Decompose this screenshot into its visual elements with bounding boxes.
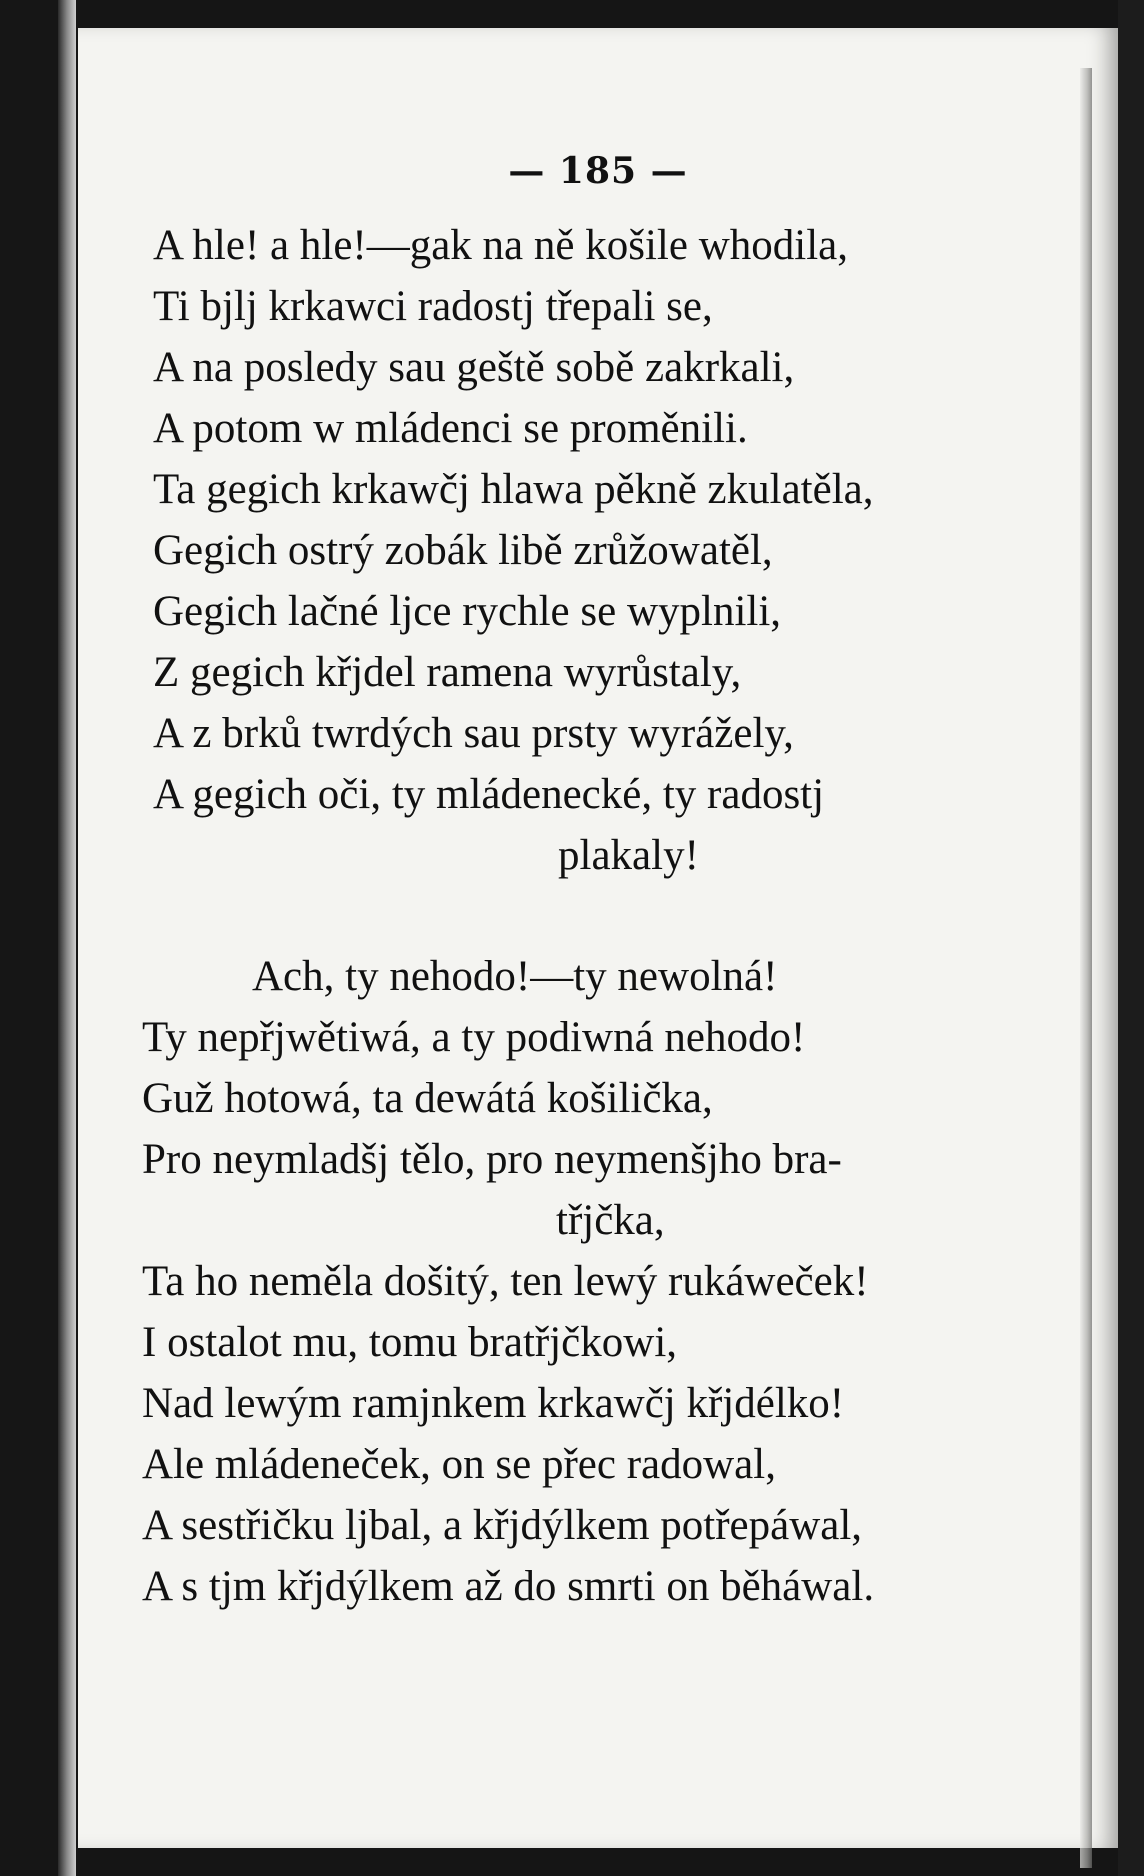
verse-line: A potom w mládenci se proměnili.: [153, 405, 748, 452]
verse-line: I ostalot mu, tomu bratřjčkowi,: [142, 1319, 678, 1366]
verse-line-continuation: plakaly!: [558, 832, 699, 879]
verse-line: Z gegich křjdel ramena wyrůstaly,: [153, 649, 742, 696]
stanza-1: [0, 215, 960, 915]
verse-line: A hle! a hle!—gak na ně košile whodila,: [153, 222, 848, 269]
verse-line: Ta gegich krkawčj hlawa pěkně zkulatěla,: [153, 466, 874, 513]
scan-right-margin: [1118, 0, 1144, 1876]
verse-line: Pro neymladšj tělo, pro neymenšjho bra-: [142, 1136, 842, 1183]
page-edge-shadow: [1080, 68, 1092, 1868]
verse-line-continuation: třjčka,: [556, 1197, 665, 1244]
verse-line: A gegich oči, ty mládenecké, ty radostj: [153, 771, 825, 818]
verse-line: A na posledy sau geště sobě zakrkali,: [153, 344, 795, 391]
verse-line: Ale mládeneček, on se přec radowal,: [142, 1441, 776, 1488]
verse-line: Ta ho neměla došitý, ten lewý rukáweček!: [142, 1258, 869, 1305]
verse-line: Nad lewým ramjnkem krkawčj křjdélko!: [142, 1380, 845, 1427]
verse-line: A sestřičku ljbal, a křjdýlkem potřepáwal,: [142, 1502, 863, 1549]
verse-line: Ti bjlj krkawci radostj třepali se,: [153, 283, 713, 330]
verse-line: Gegich lačné ljce rychle se wyplnili,: [153, 588, 782, 635]
verse-line: Guž hotowá, ta dewátá košilička,: [142, 1075, 713, 1122]
verse-line: Ach, ty nehodo!—ty newolná!: [252, 953, 778, 1000]
stanza-2: [0, 946, 960, 1617]
verse-line: A s tjm křjdýlkem až do smrti on běháwal.: [142, 1563, 875, 1610]
verse-line: A z brků twrdých sau prsty wyrážely,: [153, 710, 794, 757]
verse-line: Gegich ostrý zobák libě zrůžowatěl,: [153, 527, 773, 574]
page-number: — 185 —: [508, 150, 688, 192]
verse-line: Ty nepřjwětiwá, a ty podiwná nehodo!: [142, 1014, 806, 1061]
